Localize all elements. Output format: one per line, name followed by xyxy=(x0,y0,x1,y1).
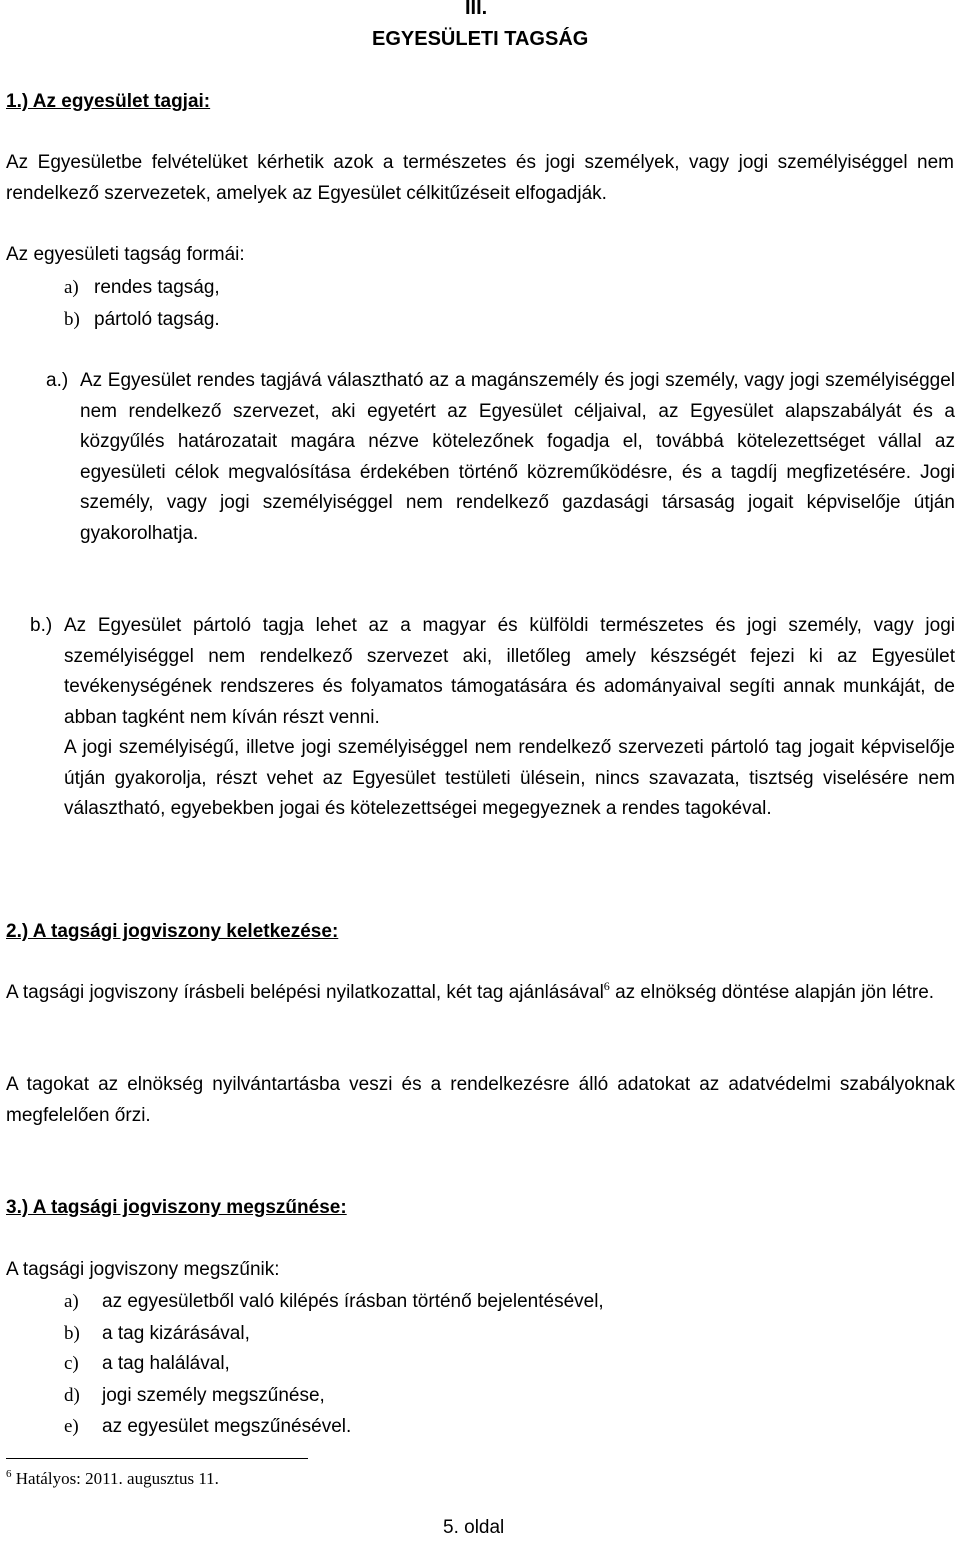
list-text: pártoló tagság. xyxy=(94,309,220,330)
chapter-numeral: III. xyxy=(465,0,488,19)
footnote-text: Hatályos: 2011. augusztus 11. xyxy=(15,1469,219,1488)
termination-item xyxy=(64,1349,230,1379)
page-number: 5. oldal xyxy=(443,1517,505,1538)
list-text: a tag halálával, xyxy=(102,1353,230,1374)
section-2-heading: 2.) A tagsági jogviszony keletkezése: xyxy=(6,921,339,942)
section-2-text-start: A tagsági jogviszony írásbeli belépési nyilatkozattal, két tag ajánlásával xyxy=(6,982,604,1003)
section-1-heading: 1.) Az egyesület tagjai: xyxy=(6,91,211,112)
list-text: jogi személy megszűnése, xyxy=(102,1385,325,1406)
membership-form-item xyxy=(64,305,220,335)
termination-item xyxy=(64,1412,351,1442)
list-marker: b) xyxy=(64,1323,80,1344)
chapter-title: EGYESÜLETI TAGSÁG xyxy=(372,28,589,50)
list-marker: a) xyxy=(64,277,79,298)
section-3-intro: A tagsági jogviszony megszűnik: xyxy=(6,1259,280,1280)
list-text: rendes tagság, xyxy=(94,277,220,298)
section-3-heading: 3.) A tagsági jogviszony megszűnése: xyxy=(6,1197,347,1218)
paragraph-b-continued: A jogi személyiségű, illetve jogi személyiséggel nem rendelkező szervezeti pártoló tag jogait képviselője útján gyakorolja, részt vehet az Egyesület testületi ülésein, nincs szavazata, tisztség viselésére nem választható, egyebekben jogai és kötelezettségei megegyeznek a rendes tagokéval. xyxy=(64,737,955,819)
list-marker: a) xyxy=(64,1291,79,1312)
footnote xyxy=(6,1468,219,1490)
section-2-paragraph-2: A tagokat az elnökség nyilvántartásba veszi és a rendelkezésre álló adatokat az adatvédelmi szabályoknak megfelelően őrzi. xyxy=(6,1074,955,1126)
paragraph-a-marker: a.) xyxy=(46,370,69,391)
list-marker: d) xyxy=(64,1385,80,1406)
paragraph-b: Az Egyesület pártoló tagja lehet az a magyar és külföldi természetes és jogi személy, vagy jogi személyiséggel nem rendelkező szervezet aki, illetőleg amely készségét fejezi ki az Egyesület tevékenységének rendszeres és folyamatos támogatására és adományaival segíti annak munkáját, de abban tagként nem kíván részt venni. xyxy=(64,615,955,728)
membership-form-item xyxy=(64,273,220,303)
footnote-reference: 6 xyxy=(603,979,610,993)
membership-forms-label: Az egyesületi tagság formái: xyxy=(6,244,245,265)
termination-item xyxy=(64,1319,250,1349)
list-marker: c) xyxy=(64,1353,79,1374)
list-marker: e) xyxy=(64,1416,79,1437)
list-marker: b) xyxy=(64,309,80,330)
paragraph-a: Az Egyesület rendes tagjává választható az a magánszemély és jogi személy, vagy jogi személyiséggel nem rendelkező szervezet, aki egyetért az Egyesület céljaival, az Egyesület alapszabályát és a közgyűlés határozatait magára nézve kötelezőnek fogadja el, továbbá kötelezettséget vállal az egyesületi célok megvalósítása érdekében történő közreműködésre, és a tagdíj megfizetésére. Jogi személy, vagy jogi személyiséggel nem rendelkező gazdasági társaság jogait képviselője útján gyakorolhatja. xyxy=(80,370,955,544)
termination-item xyxy=(64,1381,325,1411)
list-text: a tag kizárásával, xyxy=(102,1323,250,1344)
list-text: az egyesület megszűnésével. xyxy=(102,1416,352,1437)
section-2-text-end: az elnökség döntése alapján jön létre. xyxy=(609,982,935,1003)
termination-item xyxy=(64,1287,604,1317)
paragraph-b-marker: b.) xyxy=(30,615,53,636)
footnote-number: 6 xyxy=(6,1468,12,1480)
footnote-separator xyxy=(6,1458,308,1459)
section-2-paragraph-1 xyxy=(6,978,955,1009)
list-text: az egyesületből való kilépés írásban történő bejelentésével, xyxy=(102,1291,604,1312)
section-1-intro: Az Egyesületbe felvételüket kérhetik azok a természetes és jogi személyek, vagy jogi személyiséggel nem rendelkező szervezetek, amelyek az Egyesület célkitűzéseit elfogadják. xyxy=(6,152,954,204)
